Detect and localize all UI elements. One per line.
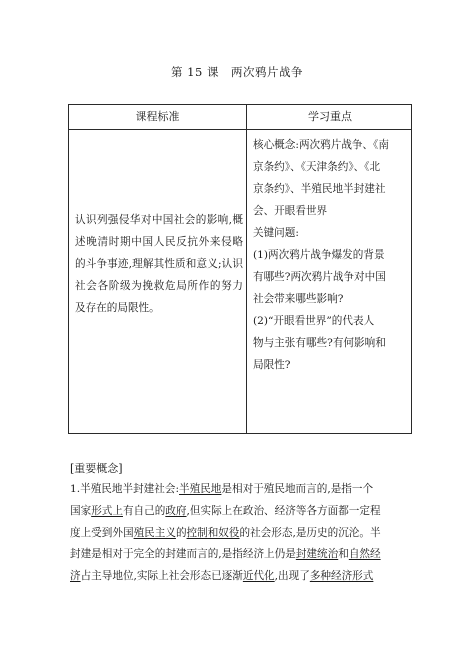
paragraph-line: [70, 544, 410, 566]
curriculum-table: [68, 104, 412, 434]
underlined-term: 近代化: [242, 570, 275, 583]
text-span: 的社会形态,是历史的沉沦。半: [239, 526, 381, 539]
text-span: 国家: [70, 504, 92, 517]
table-header-divider: [69, 129, 411, 130]
paragraph-line: [70, 479, 410, 501]
section-label-key-concepts: [重要概念]: [70, 462, 123, 475]
paragraph-line: [70, 566, 410, 588]
learning-focus-line: 京条约》、《天津条约》、《北: [253, 161, 381, 173]
text-span: 和: [338, 548, 349, 561]
table-header-learning-focus: 学习重点: [308, 110, 352, 123]
learning-focus-line: 关键问题:: [253, 227, 299, 239]
learning-focus-line: 社会带来哪些影响?: [253, 293, 344, 305]
table-header-curriculum-standard: 课程标准: [135, 110, 180, 123]
lesson-title: 第 15 课 两次鸦片战争: [171, 65, 303, 79]
text-span: ,出现了: [274, 570, 310, 583]
underlined-term: 封建统治: [295, 548, 339, 561]
learning-focus-line: 京条约》、半殖民地半封建社: [253, 183, 386, 195]
text-span: 封建是相对于完全的封建而言的,是指经济上仍是: [70, 548, 296, 561]
text-span: ,但实际上在政治、经济等各方面都一定程: [186, 504, 381, 517]
learning-focus-line: (1)两次鸦片战争爆发的背景: [253, 249, 385, 261]
paragraph-line: [70, 501, 410, 523]
learning-focus-line: 核心概念:两次鸦片战争、《南: [253, 139, 389, 151]
paragraph-line: [70, 523, 410, 545]
underlined-term: 济: [70, 570, 81, 583]
learning-focus-line: 有哪些?两次鸦片战争对中国: [253, 271, 386, 283]
learning-focus-line: (2)“开眼看世界”的代表人: [253, 315, 375, 327]
underlined-term: 形式上: [91, 504, 123, 517]
underlined-term: 多种经济形式: [309, 570, 374, 583]
text-span: 占主导地位,实际上社会形态已逐渐: [80, 570, 243, 583]
text-span: 1.半殖民地半封建社会:: [70, 483, 180, 495]
key-concept-paragraph: [70, 479, 410, 588]
learning-focus-line: 会、开眼看世界: [253, 205, 328, 217]
underlined-term: 政府: [165, 504, 187, 517]
underlined-term: 控制和奴役: [186, 526, 240, 539]
learning-focus-line: 局限性?: [253, 359, 291, 371]
underlined-term: 自然经: [348, 548, 381, 561]
learning-focus-line: 物与主张有哪些?有何影响和: [253, 337, 386, 349]
text-span: 度上受到外国: [70, 526, 134, 539]
curriculum-standard-text: 认识列强侵华对中国社会的影响,概述晚清时期中国人民反抗外来侵略的斗争事迹,理解其性质和意义;认识社会各阶级为挽救危局所作的努力及存在的局限性。: [75, 214, 243, 314]
underlined-term: 殖民主义: [133, 526, 176, 539]
table-column-divider: [246, 105, 247, 433]
underlined-term: 半殖民地: [179, 483, 222, 495]
text-span: 的: [175, 526, 187, 539]
learning-focus-text: [253, 134, 409, 376]
text-span: 有自己的: [122, 504, 166, 517]
text-span: 是相对于殖民地而言的,是指一个: [221, 483, 374, 495]
